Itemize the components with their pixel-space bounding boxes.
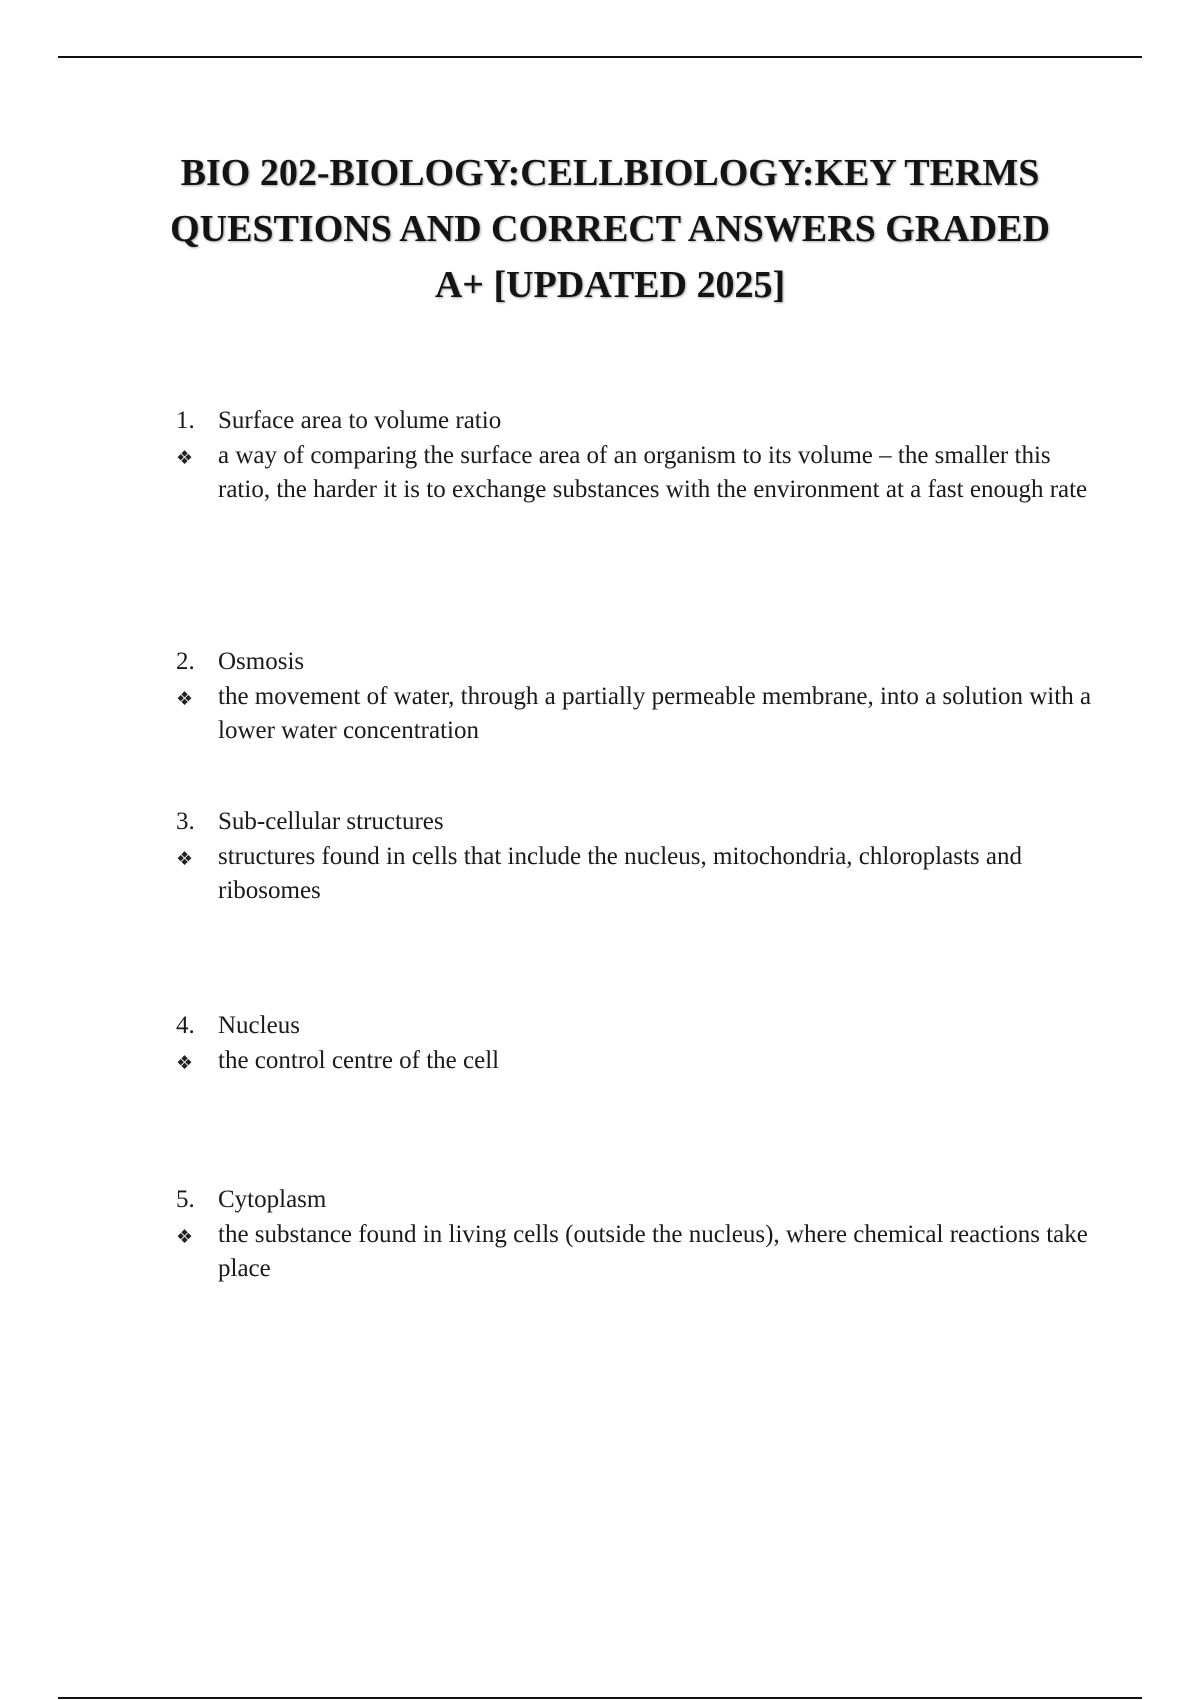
term-label: Osmosis bbox=[218, 648, 305, 675]
term-item-5 bbox=[176, 1183, 1096, 1287]
term-definition: the substance found in living cells (outside the nucleus), where chemical reactions take place bbox=[218, 1220, 1088, 1282]
term-item-4 bbox=[176, 1009, 1096, 1078]
term-number: 2. bbox=[176, 648, 195, 675]
title-line-3: A+ [UPDATED 2025] bbox=[434, 264, 786, 306]
term-label: Sub-cellular structures bbox=[218, 808, 444, 835]
term-definition: the control centre of the cell bbox=[218, 1046, 500, 1074]
top-rule bbox=[58, 56, 1142, 58]
term-definition-row bbox=[176, 680, 1096, 749]
term-definition-row bbox=[176, 1218, 1096, 1287]
diamond-bullet-icon: ❖ bbox=[176, 847, 194, 870]
term-label: Nucleus bbox=[218, 1012, 300, 1039]
term-item-1 bbox=[176, 404, 1096, 508]
term-definition-row bbox=[176, 1044, 1096, 1079]
document-title bbox=[110, 145, 1110, 313]
term-label: Surface area to volume ratio bbox=[218, 407, 502, 434]
term-item-3 bbox=[176, 805, 1096, 909]
term-label: Cytoplasm bbox=[218, 1186, 327, 1213]
term-heading bbox=[176, 805, 1096, 840]
term-heading bbox=[176, 645, 1096, 680]
diamond-bullet-icon: ❖ bbox=[176, 687, 194, 710]
term-number: 4. bbox=[176, 1012, 195, 1039]
diamond-bullet-icon: ❖ bbox=[176, 1225, 194, 1248]
term-heading bbox=[176, 404, 1096, 439]
term-number: 3. bbox=[176, 808, 195, 835]
term-item-2 bbox=[176, 645, 1096, 749]
term-number: 1. bbox=[176, 407, 195, 434]
title-line-1: BIO 202-BIOLOGY:CELLBIOLOGY:KEY TERMS bbox=[180, 152, 1040, 194]
term-definition: structures found in cells that include the nucleus, mitochondria, chloroplasts and ribosomes bbox=[218, 842, 1022, 904]
title-line-2: QUESTIONS AND CORRECT ANSWERS GRADED bbox=[170, 208, 1050, 250]
term-heading bbox=[176, 1009, 1096, 1044]
bottom-rule bbox=[58, 1697, 1142, 1699]
term-heading bbox=[176, 1183, 1096, 1218]
term-definition: a way of comparing the surface area of an organism to its volume – the smaller this ratio, the harder it is to exchange substances with the environment at a fast enough rate bbox=[218, 441, 1088, 503]
term-definition-row bbox=[176, 840, 1096, 909]
term-number: 5. bbox=[176, 1186, 195, 1213]
diamond-bullet-icon: ❖ bbox=[176, 446, 194, 469]
term-definition: the movement of water, through a partially permeable membrane, into a solution with a lower water concentration bbox=[218, 682, 1092, 744]
term-definition-row bbox=[176, 439, 1096, 508]
diamond-bullet-icon: ❖ bbox=[176, 1051, 194, 1074]
